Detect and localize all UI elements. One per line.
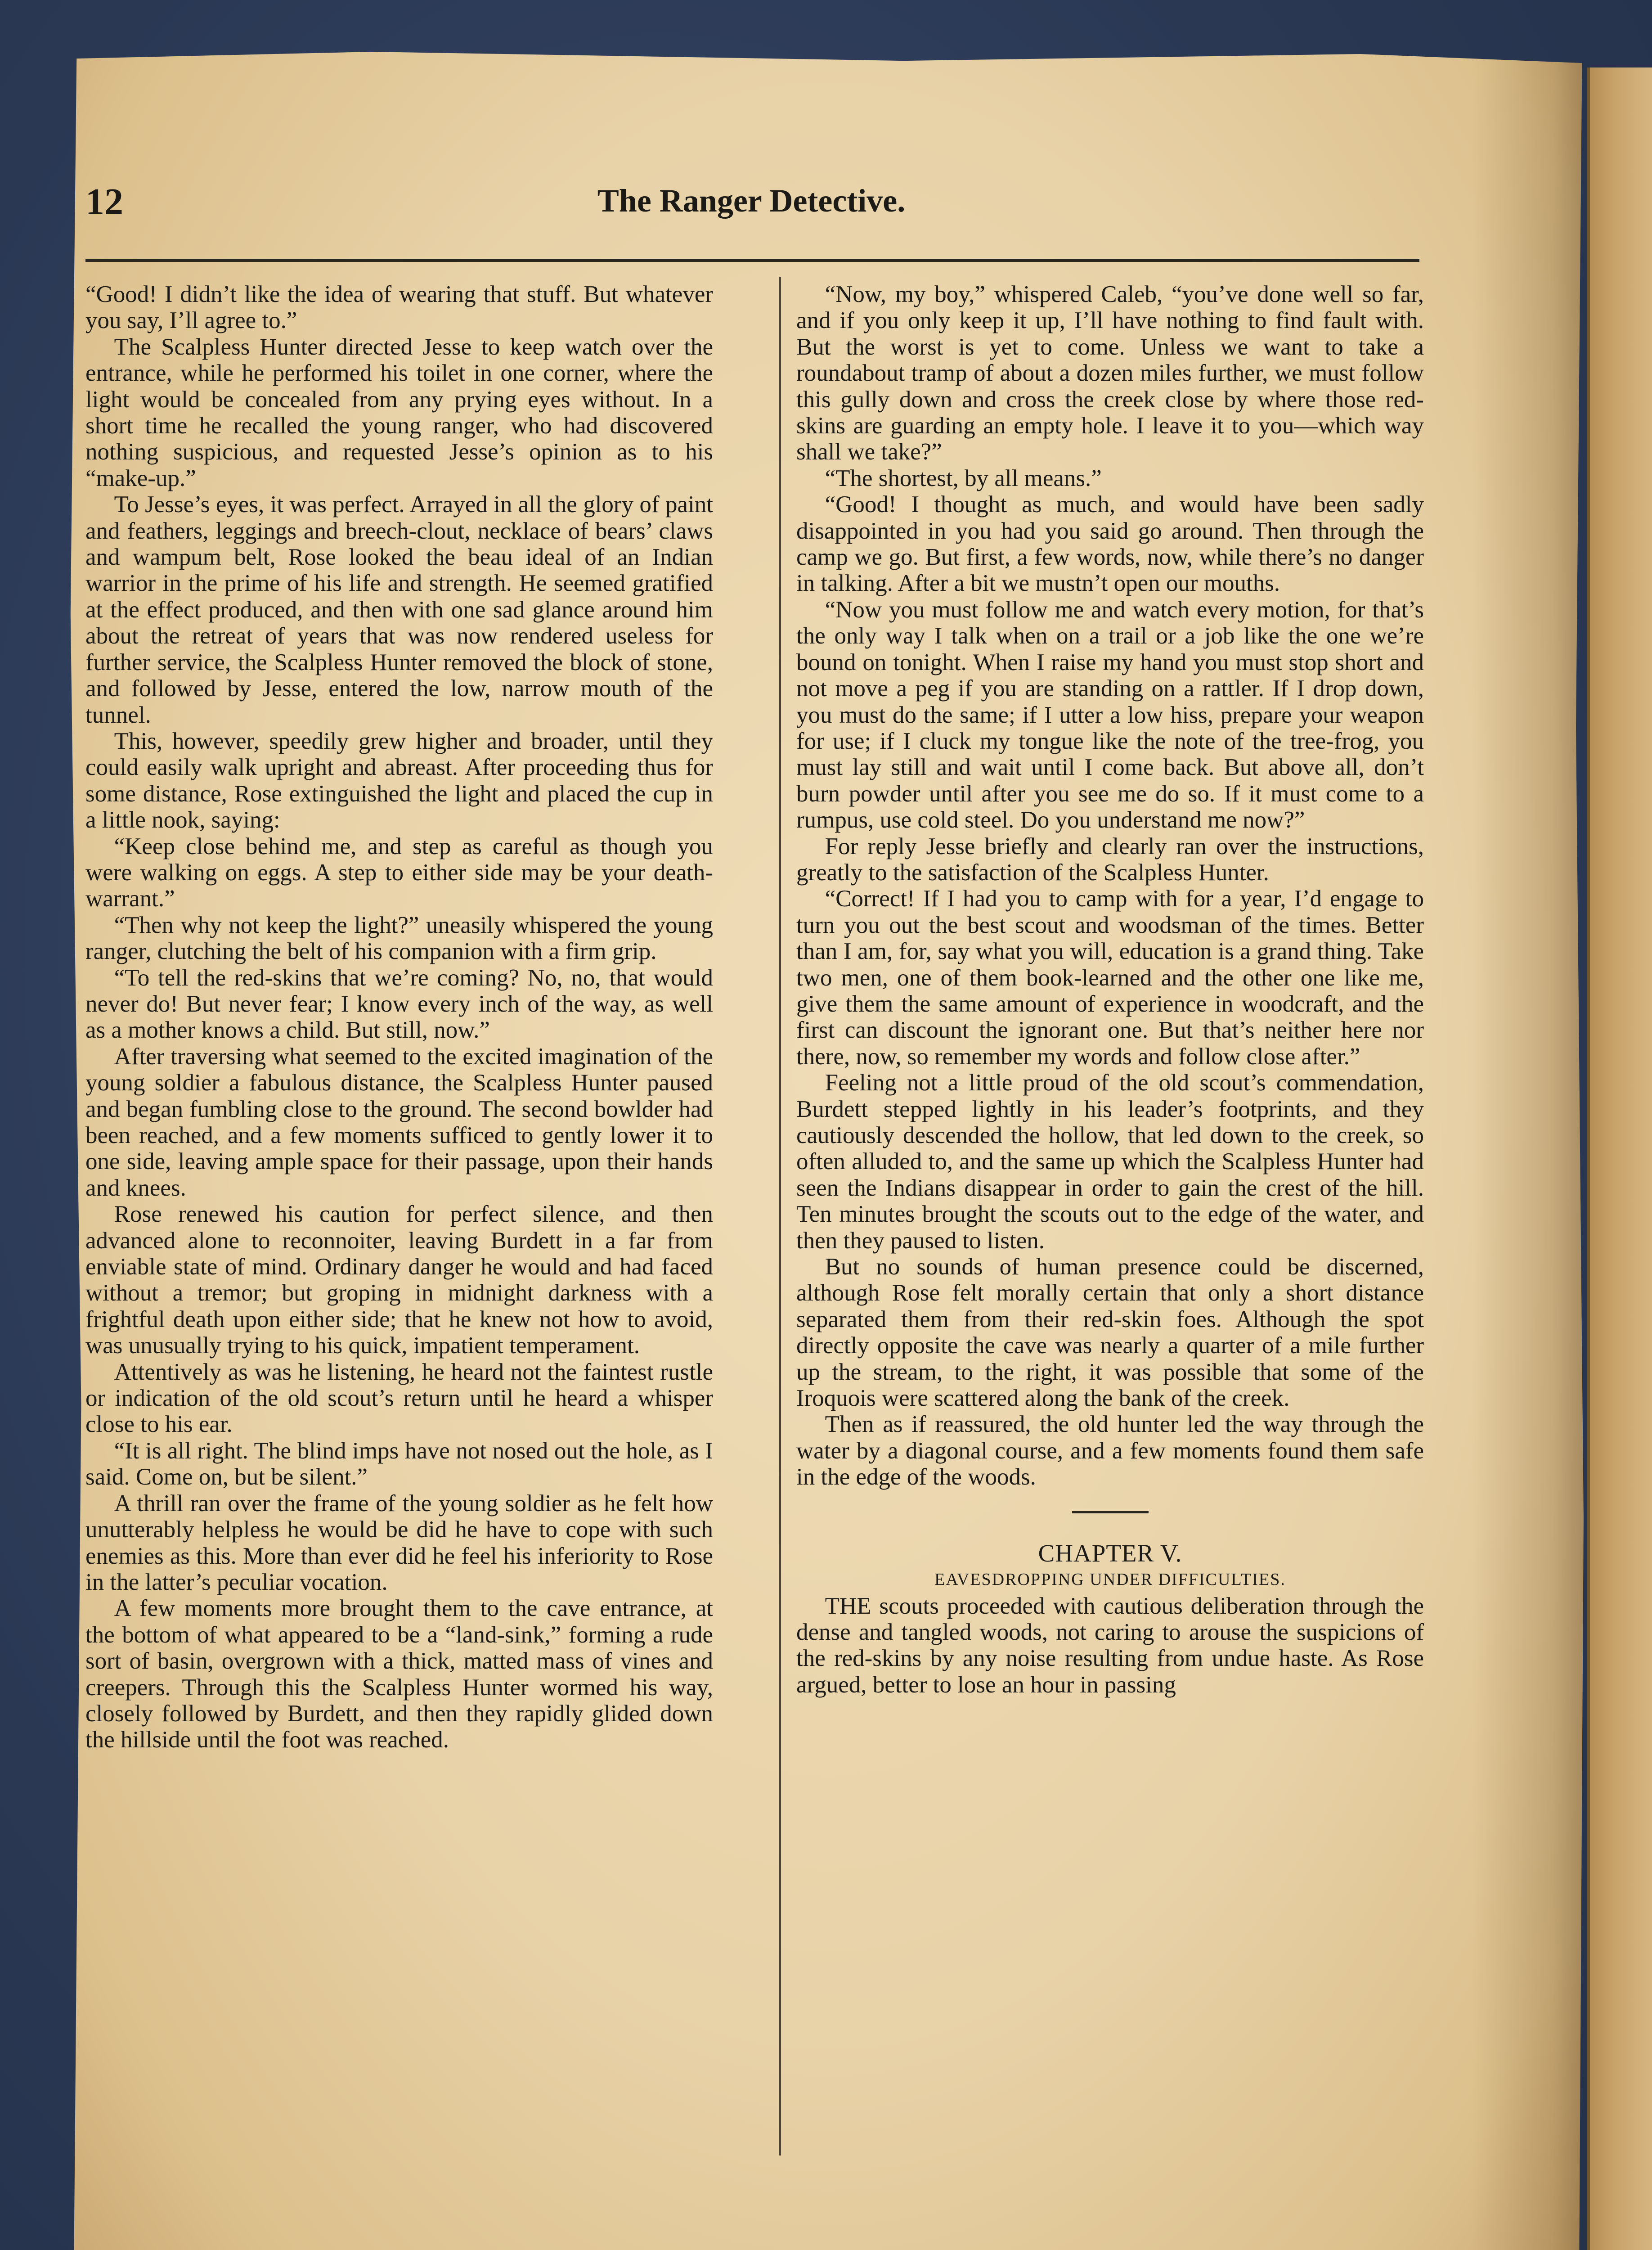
chapter-subtitle: EAVESDROPPING UNDER DIFFICULTIES. bbox=[934, 1570, 1286, 1589]
right-column bbox=[796, 281, 1424, 1698]
paragraph: “Good! I didn’t like the idea of wearing that stuff. But whatever you say, I’ll agree to.” bbox=[85, 281, 713, 334]
paragraph: Then as if reassured, the old hunter led the way through the water by a diagonal course, and a few moments found them safe in the edge of the woods. bbox=[796, 1411, 1424, 1490]
paragraph: A few moments more brought them to the cave entrance, at the bottom of what appeared to be a “land-sink,” forming a rude sort of basin, overgrown with a thick, matted mass of vines and creepers. Through this the Scalpless Hunter wormed his way, closely followed by Burdett, and then they rapidly glided down the hillside until the foot was reached. bbox=[85, 1595, 713, 1753]
paragraph: For reply Jesse briefly and clearly ran over the instructions, greatly to the satisfaction of the Scalpless Hunter. bbox=[796, 833, 1424, 886]
facing-page-edge bbox=[1587, 68, 1652, 2250]
paragraph: “Then why not keep the light?” uneasily whispered the young ranger, clutching the belt of his companion with a firm grip. bbox=[85, 912, 713, 965]
paragraph: “Keep close behind me, and step as careful as though you were walking on eggs. A step to either side may be your death-warrant.” bbox=[85, 833, 713, 912]
paragraph: Rose renewed his caution for perfect silence, and then advanced alone to reconnoiter, leaving Burdett in a far from enviable state of mind. Ordinary danger he would and had faced without a tremor; but groping in midnight darkness with a frightful death upon either side; that he knew not how to avoid, was unusually trying to his quick, impatient temperament. bbox=[85, 1201, 713, 1359]
paragraph: Attentively as was he listening, he heard not the faintest rustle or indication of the old scout’s return until he heard a whisper close to his ear. bbox=[85, 1359, 713, 1438]
chapter-title: CHAPTER V. bbox=[1038, 1539, 1182, 1567]
running-title: The Ranger Detective. bbox=[597, 183, 906, 219]
spine-shadow bbox=[1471, 50, 1588, 2250]
section-separator bbox=[1072, 1511, 1149, 1513]
paragraph: The Scalpless Hunter directed Jesse to keep watch over the entrance, while he performed his toilet in one corner, where the light would be concealed from any prying eyes without. In a short time he recalled the young ranger, who had discovered nothing suspicious, and requested Jesse’s opinion as to his “make-up.” bbox=[85, 333, 713, 491]
page-header bbox=[85, 158, 1417, 248]
paragraph: Feeling not a little proud of the old scout’s commendation, Burdett stepped lightly in his leader’s footprints, and they cautiously descended the hollow, that led down to the creek, so often alluded to, and the same up which the Scalpless Hunter had seen the Indians disappear in order to gain the crest of the hill. Ten minutes brought the scouts out to the edge of the water, and then they paused to listen. bbox=[796, 1070, 1424, 1254]
paragraph: “To tell the red-skins that we’re coming? No, no, that would never do! But never fear; I know every inch of the way, as well as a mother knows a child. But still, now.” bbox=[85, 964, 713, 1044]
paragraph: “It is all right. The blind imps have not nosed out the hole, as I said. Come on, but be silent.” bbox=[85, 1437, 713, 1490]
paragraph: “The shortest, by all means.” bbox=[825, 465, 1102, 491]
paragraph: “Good! I thought as much, and would have been sadly disappointed in you had you said go around. Then through the camp we go. But first, a few words, now, while there’s no danger in talking. After a bit we mustn’t open our mouths. bbox=[796, 491, 1424, 597]
paragraph: This, however, speedily grew higher and broader, until they could easily walk upright and abreast. After proceeding thus for some distance, Rose extinguished the light and placed the cup in a little nook, saying: bbox=[85, 728, 713, 833]
paragraph: A thrill ran over the frame of the young soldier as he felt how unutterably helpless he would be did he have to cope with such enemies as this. More than ever did he feel his inferiority to Rose in the latter’s peculiar vocation. bbox=[85, 1490, 713, 1595]
paragraph: After traversing what seemed to the excited imagination of the young soldier a fabulous distance, the Scalpless Hunter paused and began fumbling close to the ground. The second bowlder had been reached, and a few moments sufficed to gently lower it to one side, leaving ample space for their passage, upon their hands and knees. bbox=[85, 1043, 713, 1201]
paragraph: To Jesse’s eyes, it was perfect. Arrayed in all the glory of paint and feathers, leggings and breech-clout, necklace of bears’ claws and wampum belt, Rose looked the beau ideal of an Indian warrior in the prime of his life and strength. He seemed gratified at the effect produced, and then with one sad glance around him about the retreat of years that was now rendered useless for further service, the Scalpless Hunter removed the block of stone, and followed by Jesse, entered the low, narrow mouth of the tunnel. bbox=[85, 491, 713, 728]
paragraph: But no sounds of human presence could be discerned, although Rose felt morally certain that only a short distance separated them from their red-skin foes. Although the spot directly opposite the cave was nearly a quarter of a mile further up the stream, to the right, it was possible that some of the Iroquois were scattered along the bank of the creek. bbox=[796, 1254, 1424, 1412]
paragraph: “Now, my boy,” whispered Caleb, “you’ve done well so far, and if you only keep it up, I’ll have nothing to find fault with. But the worst is yet to come. Unless we want to take a roundabout tramp of about a dozen miles further, we must follow this gully down and cross the creek close by where those red-skins are guarding an empty hole. I leave it to you—which way shall we take?” bbox=[796, 281, 1424, 465]
column-divider bbox=[779, 277, 781, 2156]
paragraph: “Now you must follow me and watch every motion, for that’s the only way I talk when on a trail or a job like the one we’re bound on tonight. When I raise my hand you must stop short and not move a peg if you are standing on a rattler. If I drop down, you must do the same; if I utter a low hiss, prepare your weapon for use; if I cluck my tongue like the note of the tree-frog, you must lay still and wait until I come back. But above all, don’t burn powder until after you see me do so. If it must come to a rumpus, use cold steel. Do you understand me now?” bbox=[796, 596, 1424, 833]
left-column bbox=[85, 281, 713, 1753]
page-number: 12 bbox=[85, 181, 123, 223]
header-rule bbox=[85, 259, 1419, 262]
paragraph: “Correct! If I had you to camp with for a year, I’d engage to turn you out the best scout and woodsman of the times. Better than I am, for, say what you will, education is a grand thing. Take two men, one of them book-learned and the other one like me, give them the same amount of experience in woodcraft, and the first can discount the ignorant one. But that’s neither here nor there, now, so remember my words and follow close after.” bbox=[796, 886, 1424, 1070]
chapter-opening-paragraph: THE scouts proceeded with cautious deliberation through the dense and tangled woods, not caring to arouse the suspicions of the red-skins by any noise resulting from undue haste. As Rose argued, better to lose an hour in passing bbox=[796, 1593, 1424, 1698]
